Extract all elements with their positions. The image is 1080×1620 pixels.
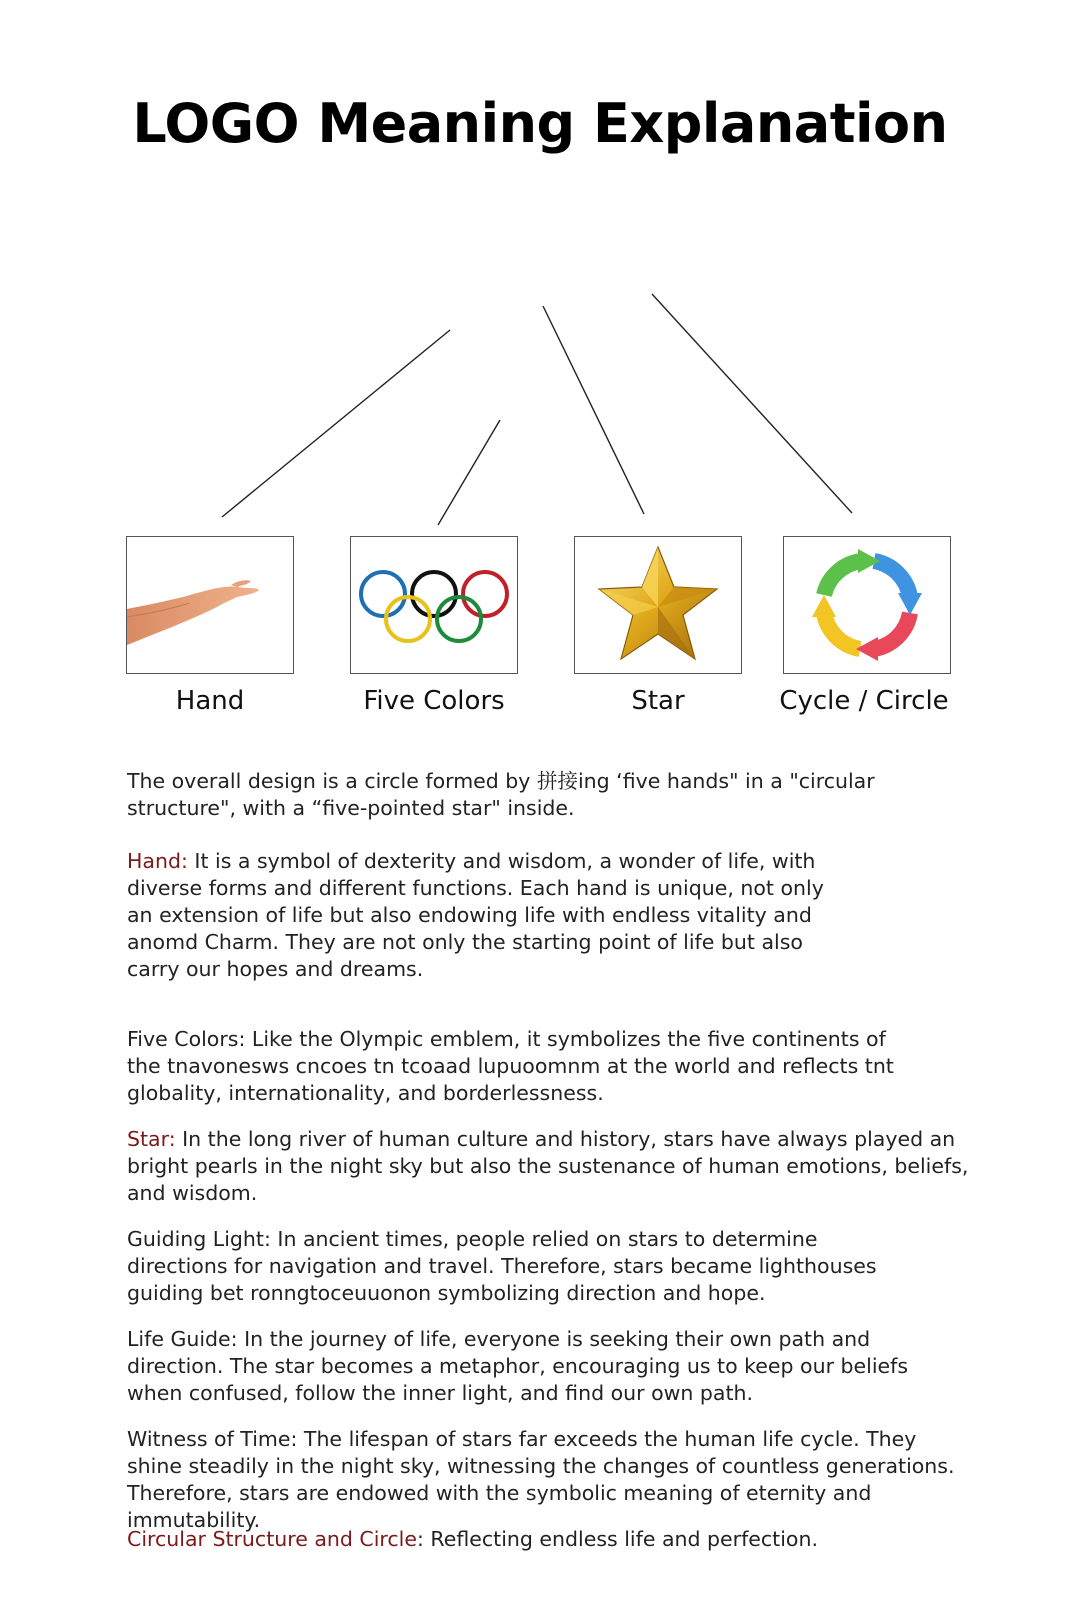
cycle-image-box	[783, 536, 951, 674]
star-image-box	[574, 536, 742, 674]
guiding-light-text: In ancient times, people relied on stars to determine directions for navigation and travel. Therefore, stars became lighthouses guiding bet ronngtoceuuonon symbolizing direction and hope.	[127, 1227, 877, 1305]
star-keyword: Star	[127, 1127, 169, 1151]
circular-text: Reflecting endless life and perfection.	[430, 1527, 818, 1551]
life-guide-keyword: Life Guide	[127, 1327, 231, 1351]
intro-paragraph: The overall design is a circle formed by 拼接ing ‘five hands" in a "circular structure", with a “five-pointed star" inside.	[127, 769, 875, 820]
connector-lines	[0, 0, 1080, 560]
hand-paragraph	[127, 848, 847, 983]
page-title: LOGO Meaning Explanation	[132, 92, 948, 155]
hand-keyword: Hand	[127, 849, 181, 873]
guiding-light-separator: :	[263, 1227, 278, 1251]
guiding-light-paragraph	[127, 1226, 897, 1307]
life-guide-paragraph	[127, 1326, 917, 1407]
hand-text: It is a symbol of dexterity and wisdom, a wonder of life, with diverse forms and different functions. Each hand is unique, not only an extension of life but also endowing life with endless vitality and anomd Charm. They are not only the starting point of life but also carry our hopes and dreams.	[127, 849, 824, 981]
cycle-arrows-icon	[784, 537, 950, 673]
five-colors-separator: :	[238, 1027, 252, 1051]
icon-label-hand: Hand	[175, 686, 245, 716]
circular-paragraph	[127, 1526, 972, 1553]
icon-label-five-colors: Five Colors	[363, 686, 505, 716]
witness-of-time-keyword: Witness of Time	[127, 1427, 291, 1451]
circular-separator: :	[416, 1527, 431, 1551]
five-colors-paragraph	[127, 1026, 917, 1107]
star-separator: :	[168, 1127, 183, 1151]
connector-line-hand	[222, 330, 450, 517]
connector-line-cycle	[652, 294, 852, 513]
five-colors-text: Like the Olympic emblem, it symbolizes the five continents of the tnavonesws cncoes tn tcoaad lupuoomnm at the world and reflects tnt globality, internationality, and borderlessness.	[127, 1027, 894, 1105]
witness-of-time-text: The lifespan of stars far exceeds the human life cycle. They shine steadily in the night sky, witnessing the changes of countless generations. Therefore, stars are endowed with the symbolic meaning of eternity and immutability.	[127, 1427, 955, 1532]
star-text: In the long river of human culture and history, stars have always played an bright pearls in the night sky but also the sustenance of human emotions, beliefs, and wisdom.	[127, 1127, 969, 1205]
gold-star-icon	[575, 537, 741, 673]
witness-of-time-paragraph	[127, 1426, 972, 1534]
olympic-rings-icon	[351, 537, 517, 673]
connector-line-five-colors	[438, 420, 500, 525]
connector-line-star	[543, 306, 644, 514]
life-guide-separator: :	[230, 1327, 245, 1351]
icon-label-cycle: Cycle / Circle	[779, 686, 949, 716]
star-paragraph	[127, 1126, 972, 1207]
circular-keyword: Circular Structure and Circle	[127, 1527, 417, 1551]
hand-icon	[127, 537, 293, 673]
five-colors-keyword: Five Colors	[127, 1027, 239, 1051]
hand-image-box	[126, 536, 294, 674]
guiding-light-keyword: Guiding Light	[127, 1227, 264, 1251]
life-guide-text: In the journey of life, everyone is seeking their own path and direction. The star becomes a metaphor, encouraging us to keep our beliefs when confused, follow the inner light, and find our own path.	[127, 1327, 909, 1405]
hand-separator: :	[180, 849, 195, 873]
icon-label-star: Star	[631, 686, 685, 716]
five-colors-image-box	[350, 536, 518, 674]
witness-of-time-separator: :	[290, 1427, 304, 1451]
